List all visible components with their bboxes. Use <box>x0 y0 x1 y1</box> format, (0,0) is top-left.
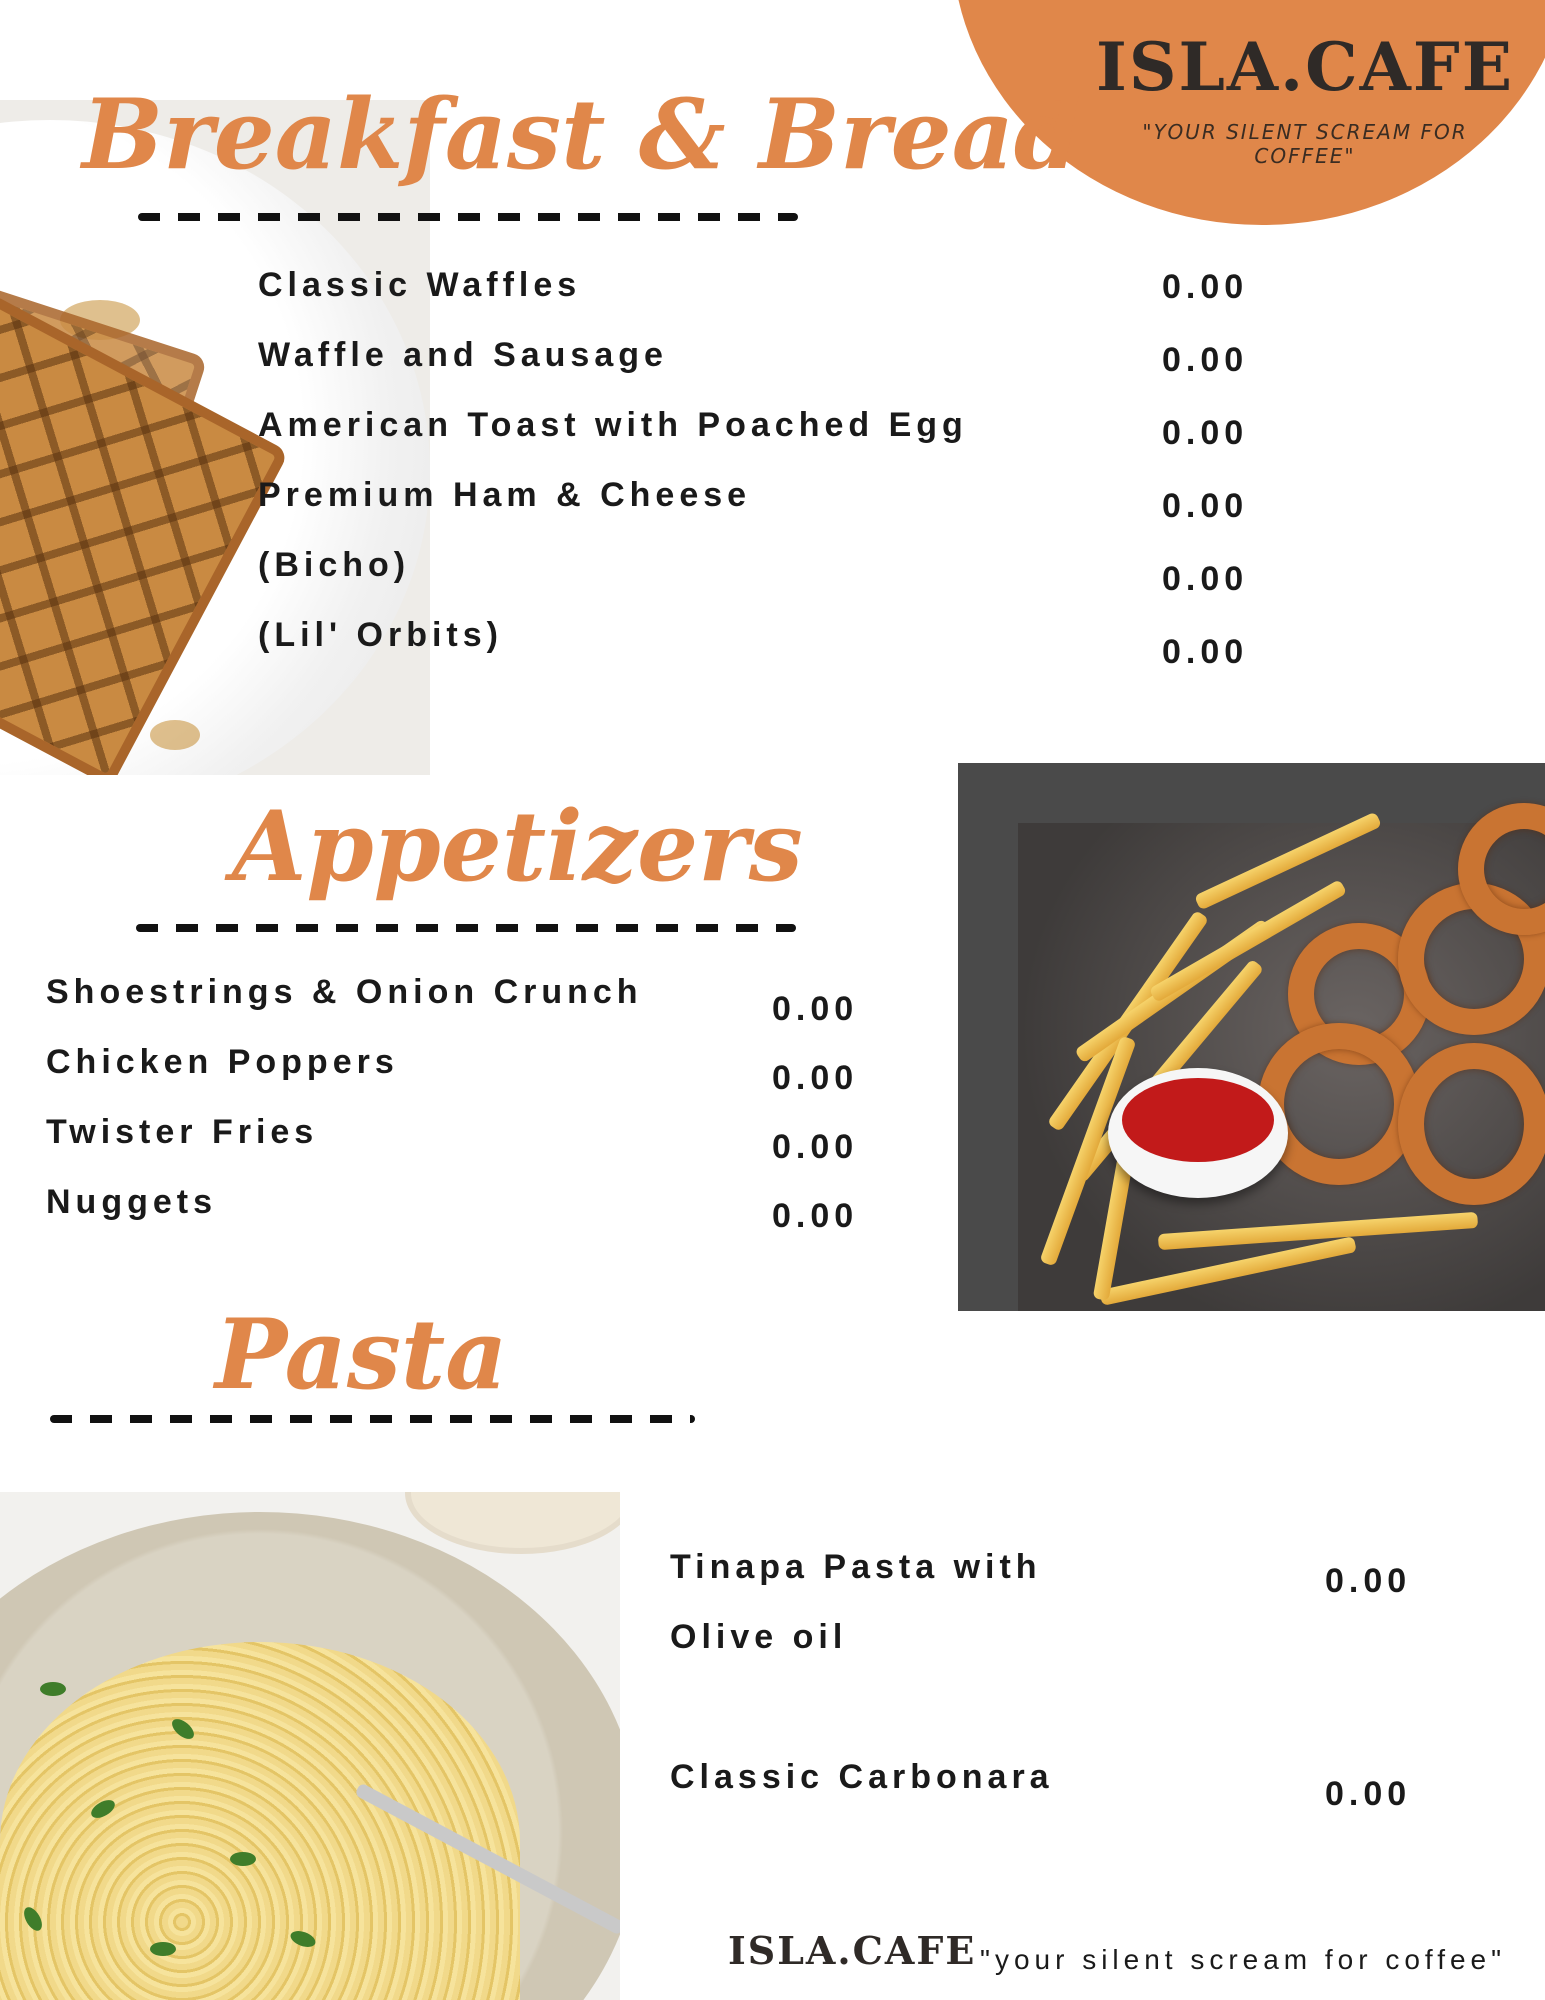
menu-item-name: Nuggets <box>46 1183 217 1221</box>
menu-item-name: (Lil' Orbits) <box>258 616 503 654</box>
menu-item-price: 0.00 <box>772 1197 859 1235</box>
pasta-heading: Pasta <box>215 1298 508 1411</box>
menu-item-price: 0.00 <box>772 990 859 1028</box>
fries-onion-rings-photo <box>958 763 1545 1311</box>
menu-item-name: American Toast with Poached Egg <box>258 406 968 444</box>
menu-item-name: Classic Carbonara <box>670 1758 1054 1796</box>
brand-name: ISLA.CAFE <box>1095 28 1515 106</box>
footer-tagline: "your silent scream for coffee" <box>980 1944 1507 1975</box>
menu-item-price: 0.00 <box>772 1059 859 1097</box>
menu-item-name: Tinapa Pasta with <box>670 1548 1042 1586</box>
menu-item-name: (Bicho) <box>258 546 411 584</box>
menu-item-price: 0.00 <box>1162 560 1249 598</box>
menu-item-price: 0.00 <box>1162 268 1249 306</box>
menu-item-name: Shoestrings & Onion Crunch <box>46 973 643 1011</box>
menu-item-name-line2: Olive oil <box>670 1618 848 1656</box>
pasta-photo <box>0 1492 620 2000</box>
menu-item-price: 0.00 <box>1162 414 1249 452</box>
menu-item-price: 0.00 <box>1162 633 1249 671</box>
footer-brand: ISLA.CAFE <box>728 1928 977 1973</box>
breakfast-heading: Breakfast & Bread <box>82 78 1082 191</box>
menu-item-name: Classic Waffles <box>258 266 582 304</box>
menu-item-price: 0.00 <box>1162 341 1249 379</box>
menu-item-price: 0.00 <box>1325 1562 1412 1600</box>
appetizers-heading: Appetizers <box>232 790 803 903</box>
menu-item-price: 0.00 <box>1325 1775 1412 1813</box>
menu-item-name: Chicken Poppers <box>46 1043 399 1081</box>
brand-tagline: "YOUR SILENT SCREAM FOR COFFEE" <box>1142 120 1468 168</box>
menu-item-name: Premium Ham & Cheese <box>258 476 752 514</box>
breakfast-divider <box>138 213 798 221</box>
menu-item-name: Twister Fries <box>46 1113 319 1151</box>
appetizers-divider <box>136 924 796 932</box>
pasta-divider <box>50 1415 695 1423</box>
menu-item-price: 0.00 <box>772 1128 859 1166</box>
menu-item-price: 0.00 <box>1162 487 1249 525</box>
menu-item-name: Waffle and Sausage <box>258 336 668 374</box>
